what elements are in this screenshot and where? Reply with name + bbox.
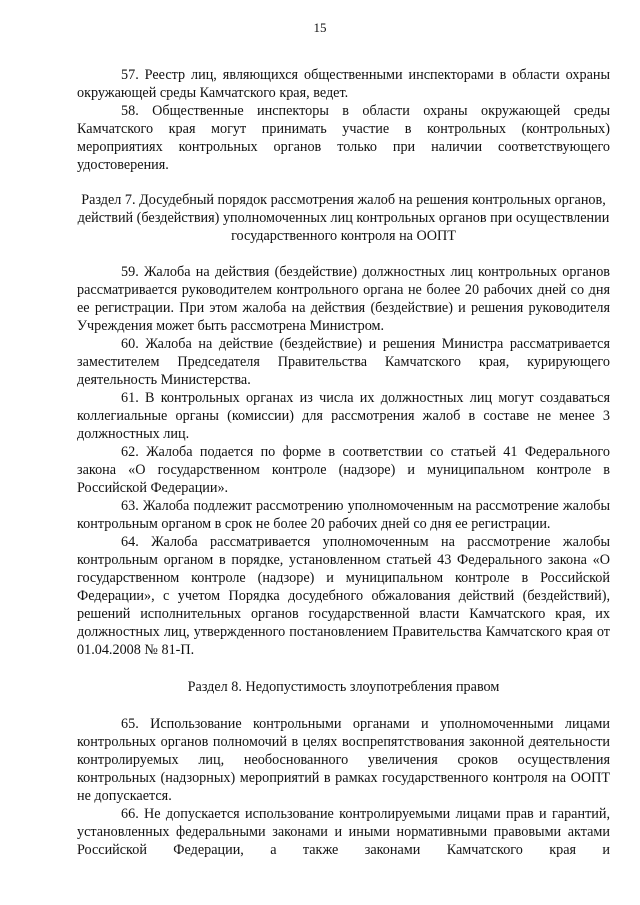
page-number: 15 (313, 20, 327, 35)
paragraph-65: 65. Использование контрольными органами и уполномоченными лицами контрольных органов полномочий в целях воспрепятствования законной деятельности контролируемых лиц, необоснованного увеличения сроков осуществления контрольных (надзорных) мероприятий в рамках государственного контроля на ООПТ не допускается. (77, 716, 610, 804)
paragraph-58: 58. Общественные инспекторы в области охраны окружающей среды Камчатского края могут принимать участие в контрольных (контрольных) мероприятиях контрольных органов только при наличии соответствующего удостоверения. (77, 103, 610, 173)
section-7-heading: Раздел 7. Досудебный порядок рассмотрения жалоб на решения контрольных органов, действий (бездействия) уполномоченных лиц контрольных органов при осуществлении государственного контроля на ООПТ (77, 192, 610, 244)
paragraph-60: 60. Жалоба на действие (бездействие) и решения Министра рассматривается заместителем Председателя Правительства Камчатского края, курирующего деятельность Министерства. (77, 336, 610, 388)
paragraph-63: 63. Жалоба подлежит рассмотрению уполномоченным на рассмотрение жалобы контрольным органом в срок не более 20 рабочих дней со дня ее регистрации. (77, 498, 610, 532)
section-8-heading: Раздел 8. Недопустимость злоупотребления правом (187, 679, 500, 695)
paragraph-66: 66. Не допускается использование контролируемыми лицами прав и гарантий, установленных федеральными законами и иными нормативными правовыми актами Российской Федерации, а также законами Камчатского края и (77, 806, 610, 858)
paragraph-62: 62. Жалоба подается по форме в соответствии со статьей 41 Федерального закона «О государственном контроле (надзоре) и муниципальном контроле в Российской Федерации». (77, 444, 610, 496)
paragraph-64: 64. Жалоба рассматривается уполномоченным на рассмотрение жалобы контрольным органом в порядке, установленном статьей 43 Федерального закона «О государственном контроле (надзоре) и муниципальном контроле в Российской Федерации», с учетом Порядка досудебного обжалования действий (бездействий), решений исполнительных органов государственной власти Камчатского края, их должностных лиц, утвержденного постановлением Правительства Камчатского края от 01.04.2008 № 81-П. (77, 534, 610, 658)
paragraph-59: 59. Жалоба на действия (бездействие) должностных лиц контрольных органов рассматривается руководителем контрольного органа не более 20 рабочих дней со дня ее регистрации. При этом жалоба на действия (бездействие) и решения руководителя Учреждения может быть рассмотрена Министром. (77, 264, 610, 334)
paragraph-57: 57. Реестр лиц, являющихся общественными инспекторами в области охраны окружающей среды Камчатского края, ведет. (77, 67, 610, 101)
document-body (77, 66, 610, 859)
paragraph-61: 61. В контрольных органах из числа их должностных лиц могут создаваться коллегиальные органы (комиссии) для рассмотрения жалоб в составе не менее 3 должностных лиц. (77, 390, 610, 442)
